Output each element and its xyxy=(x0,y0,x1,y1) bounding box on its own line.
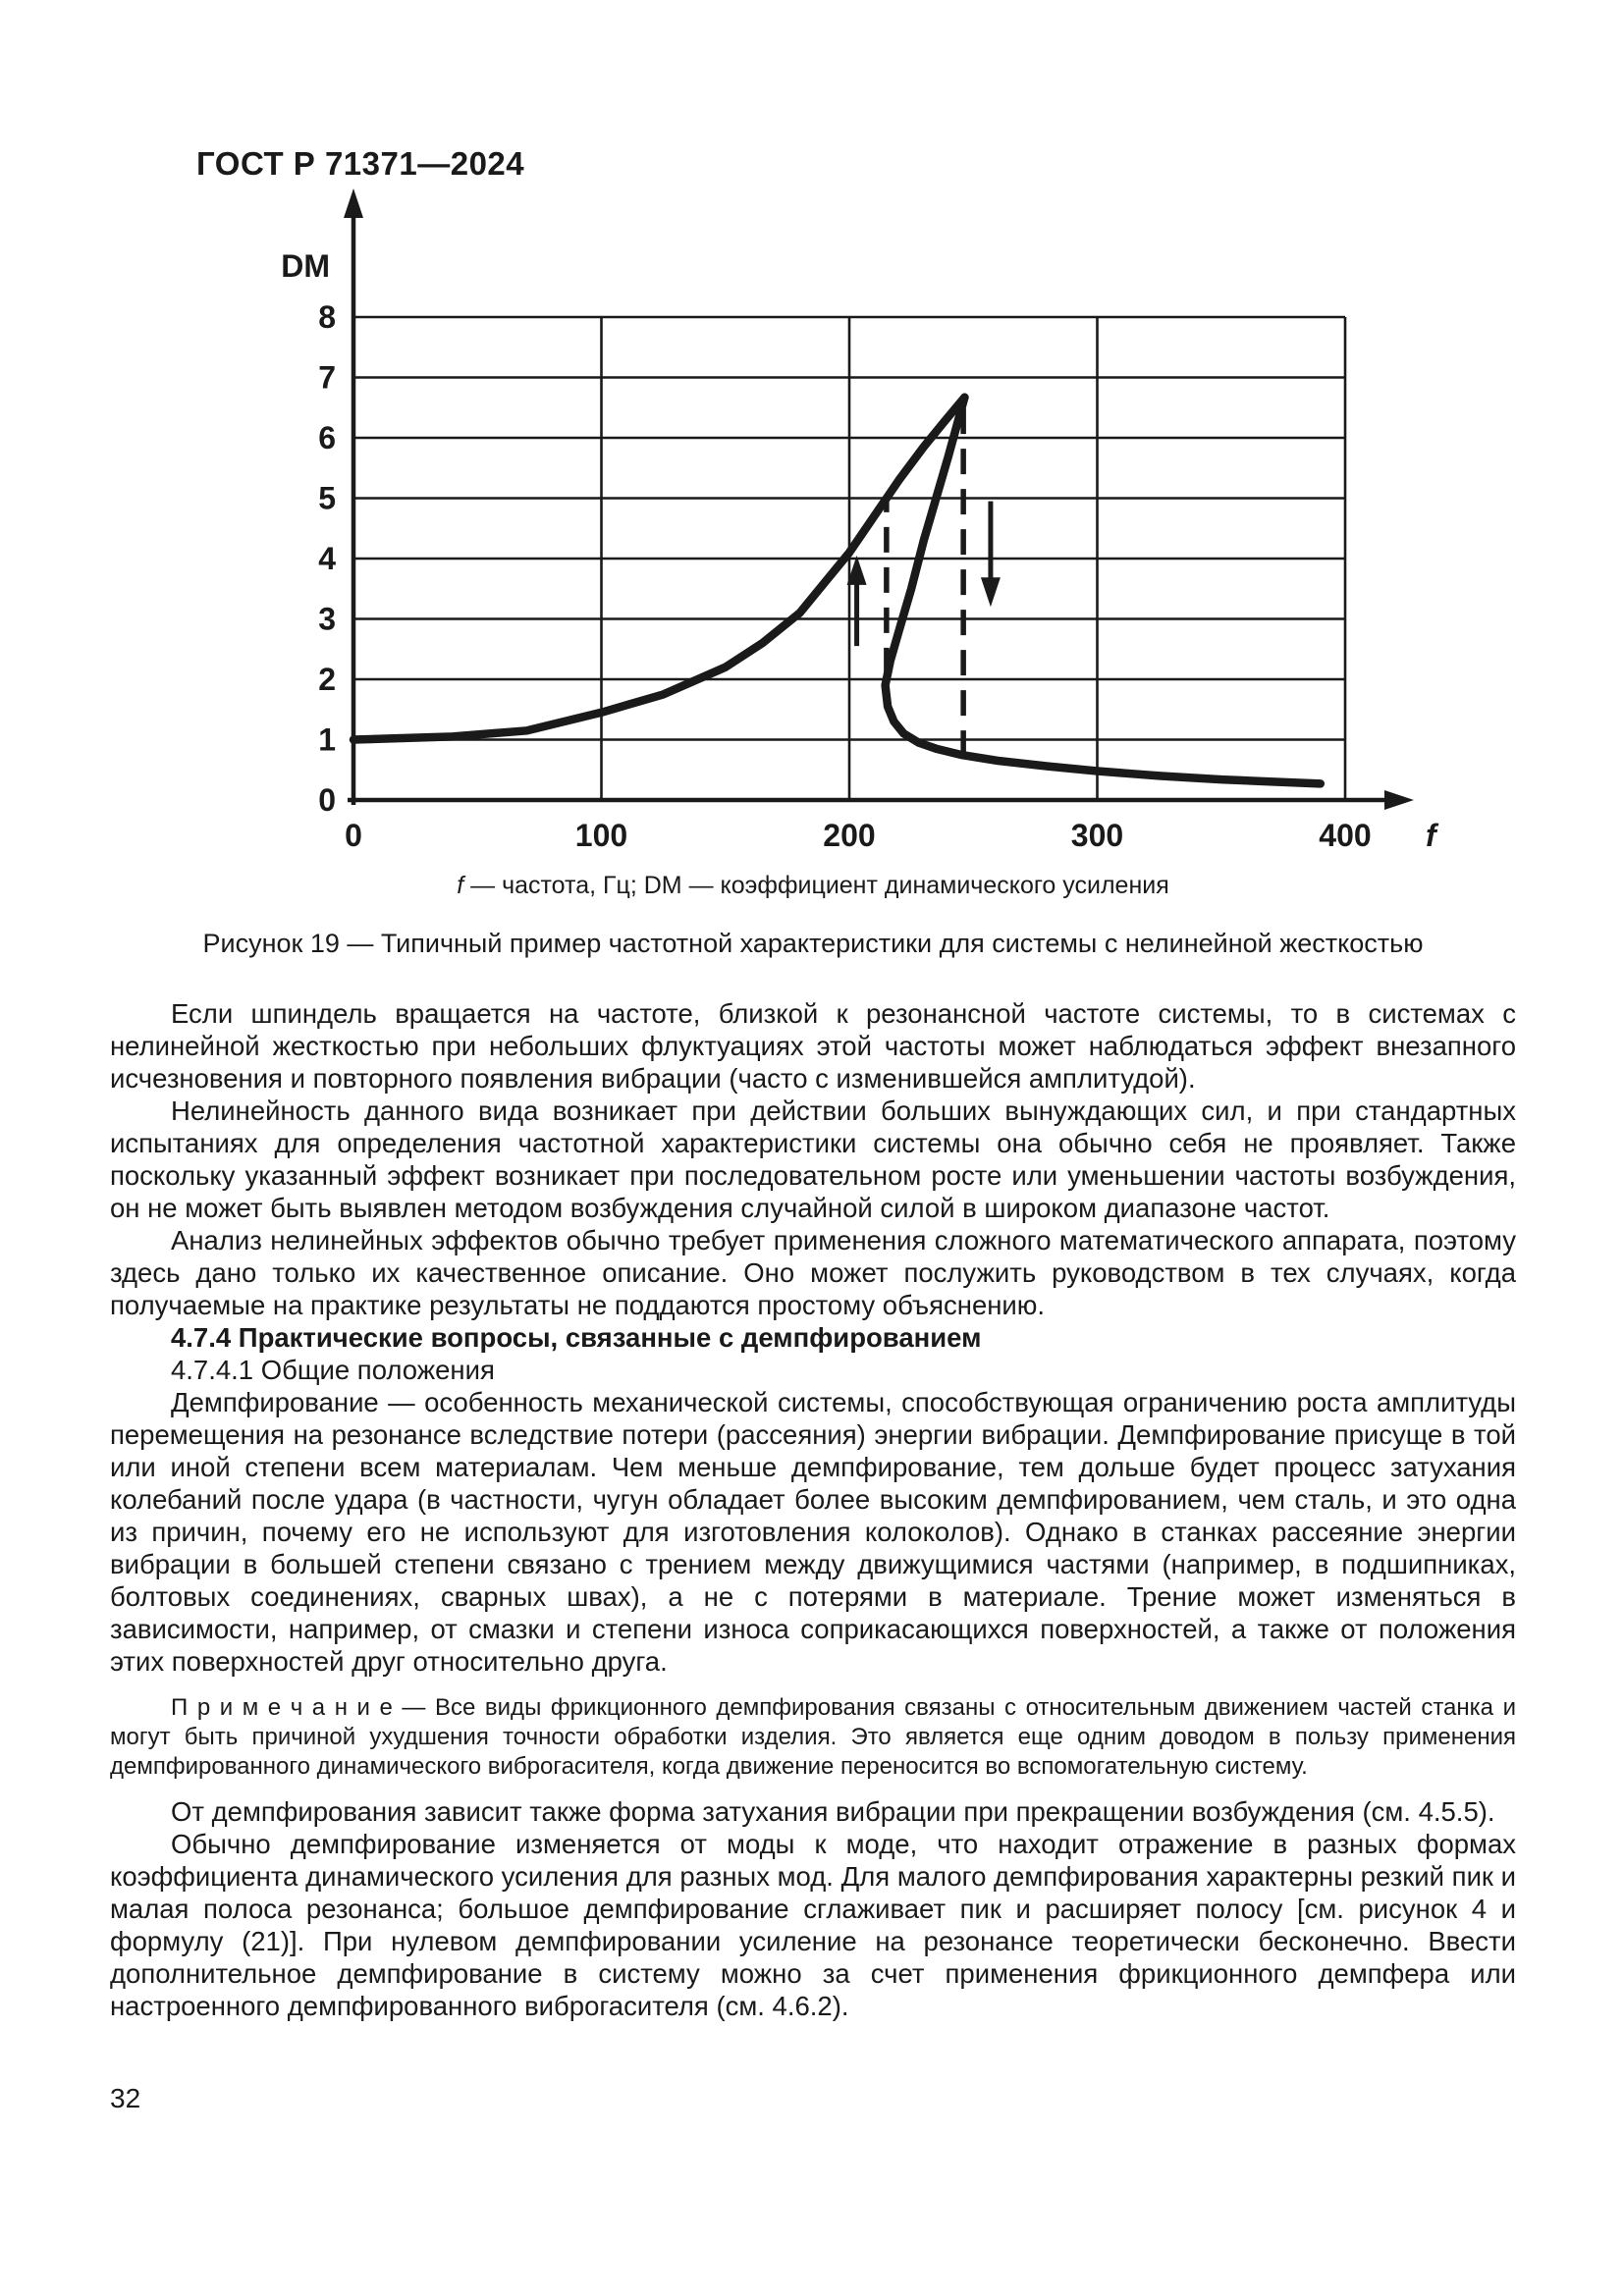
x-tick-label: 200 xyxy=(823,818,876,853)
response-curve-upper-branch-rising-frequency xyxy=(353,398,964,740)
section-heading: 4.7.4 Практические вопросы, связанные с демпфированием xyxy=(171,1322,982,1353)
paragraph: От демпфирования зависит также форма затухания вибрации при прекращении возбуждения (см. 4.5.5). xyxy=(171,1796,1495,1827)
paragraph: Анализ нелинейных эффектов обычно требует применения сложного математического аппарата, поэтому здесь дано только их качественное описание. Оно может послужить руководством в тех случаях, когда получаемые на практике результаты не поддаются простому объяснению. xyxy=(110,1225,1516,1320)
figure-19 xyxy=(236,147,1453,864)
y-tick-label: 2 xyxy=(318,662,336,697)
x-axis-label: f xyxy=(1426,818,1436,853)
page-number: 32 xyxy=(110,2083,141,2113)
paragraph: Если шпиндель вращается на частоте, близкой к резонансной частоте системы, то в системах с нелинейной жесткостью при небольших флуктуациях этой частоты может наблюдаться эффект внезапного исчезновения и повторного появления вибрации (часто с изменившейся амплитудой). xyxy=(110,998,1516,1094)
y-tick-label: 0 xyxy=(318,782,336,818)
y-tick-label: 8 xyxy=(318,299,336,335)
x-tick-label: 100 xyxy=(574,818,628,853)
y-tick-label: 6 xyxy=(318,420,336,455)
y-tick-label: 1 xyxy=(318,721,336,758)
y-tick-label: 5 xyxy=(318,480,336,516)
x-tick-label: 300 xyxy=(1070,818,1124,853)
document-header: ГОСТ Р 71371—2024 xyxy=(196,145,525,182)
sweep-arrow-down-icon xyxy=(981,577,1001,607)
axis-note-text: — частота, Гц; DM — коэффициент динамического усиления xyxy=(463,872,1169,899)
x-tick-label: 400 xyxy=(1319,818,1372,853)
figure-caption: Рисунок 19 — Типичный пример частотной характеристики для системы с нелинейной жесткостью xyxy=(202,929,1424,958)
y-tick-label: 7 xyxy=(318,359,336,396)
y-tick-label: 3 xyxy=(318,601,336,637)
x-axis-arrowhead-icon xyxy=(1384,790,1414,810)
y-axis-label: DM xyxy=(281,248,330,284)
body-text xyxy=(110,997,1516,2022)
frequency-response-chart xyxy=(236,147,1453,864)
figure-axis-note xyxy=(110,872,1516,900)
axis-note-f-symbol: f xyxy=(457,872,464,899)
y-tick-label: 4 xyxy=(318,541,336,576)
x-tick-label: 0 xyxy=(345,818,362,853)
response-curve-fold-back-and-lower-branch xyxy=(886,398,1321,784)
paragraph: Демпфирование — особенность механической системы, способствующая ограничению роста амплитуды перемещения на резонансе вследствие потери (рассеяния) энергии вибрации. Демпфирование присуще в той или иной степени всем материалам. Чем меньше демпфирование, тем дольше будет процесс затухания колебаний после удара (в частности, чугун обладает более высоким демпфированием, чем сталь, и это одна из причин, почему его не используют для изготовления колоколов). Однако в станках рассеяние энергии вибрации в большей степени связано с трением между движущимися частями (например, в подшипниках, болтовых соединениях, сварных швах), а не с потерями в материале. Трение может изменяться в зависимости, например, от смазки и степени износа соприкасающихся поверхностей, а также от положения этих поверхностей друг относительно друга. xyxy=(110,1387,1516,1677)
paragraph: Нелинейность данного вида возникает при действии больших вынуждающих сил, и при стандартных испытаниях для определения частотной характеристики системы она обычно себя не проявляет. Также поскольку указанный эффект возникает при последовательном росте или уменьшении частоты возбуждения, он не может быть выявлен методом возбуждения случайной силой в широком диапазоне частот. xyxy=(110,1095,1516,1223)
note-paragraph: П р и м е ч а н и е — Все виды фрикционного демпфирования связаны с относительным движением частей станка и могут быть причиной ухудшения точности обработки изделия. Это является еще одним доводом в пользу применения демпфированного динамического виброгасителя, когда движение переносится во вспомогательную систему. xyxy=(110,1694,1516,1780)
subsection-heading: 4.7.4.1 Общие положения xyxy=(171,1355,495,1385)
paragraph: Обычно демпфирование изменяется от моды к моде, что находит отражение в разных формах коэффициента динамического усиления для разных мод. Для малого демпфирования характерны резкий пик и малая полоса резонанса; большое демпфирование сглаживает пик и расширяет полосу [см. рисунок 4 и формулу (21)]. При нулевом демпфировании усиление на резонансе теоретически бесконечно. Ввести дополнительное демпфирование в систему можно за счет применения фрикционного демпфера или настроенного демпфированного виброгасителя (см. 4.6.2). xyxy=(110,1829,1516,2021)
y-axis-arrowhead-icon xyxy=(344,188,363,218)
